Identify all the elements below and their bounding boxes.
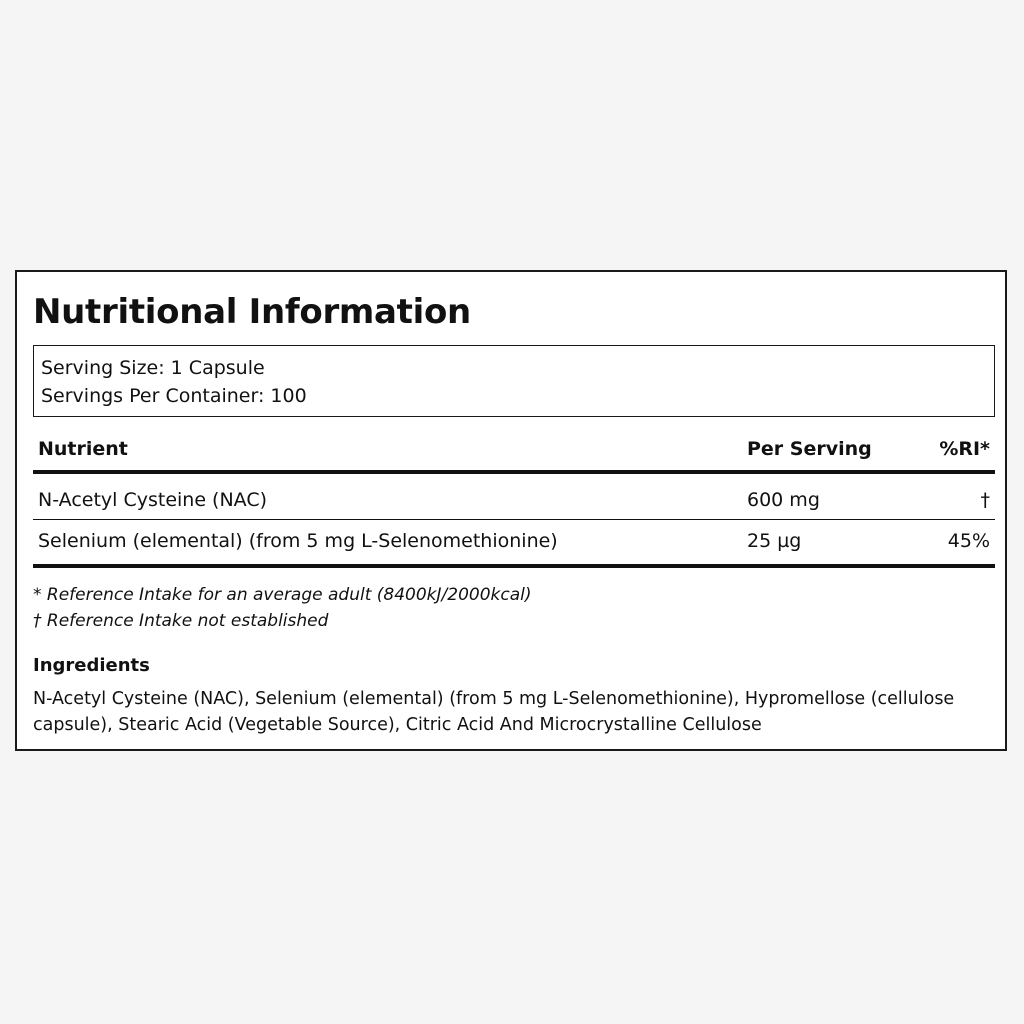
servings-per-container: Servings Per Container: 100: [41, 385, 307, 407]
table-row: [33, 520, 995, 568]
footnote-reference-intake: * Reference Intake for an average adult (8400kJ/2000kcal): [33, 585, 532, 605]
nutrient-name: Selenium (elemental) (from 5 mg L-Selenomethionine): [38, 530, 558, 552]
header-nutrient: Nutrient: [38, 438, 128, 460]
serving-size: Serving Size: 1 Capsule: [41, 357, 265, 379]
table-row: [33, 474, 995, 520]
nutrient-table: [33, 432, 995, 568]
nutrient-amount: 25 µg: [747, 530, 802, 552]
table-header-row: [33, 432, 995, 474]
nutrient-ri: 45%: [947, 530, 990, 552]
footnotes: [33, 582, 532, 634]
nutrient-name: N-Acetyl Cysteine (NAC): [38, 489, 268, 511]
nutrient-amount: 600 mg: [747, 489, 820, 511]
ingredients-text: N-Acetyl Cysteine (NAC), Selenium (elemental) (from 5 mg L-Selenomethionine), Hypromellose (cellulose capsule), Stearic Acid (Vegetable Source), Citric Acid And Microcrystalline Cellulose: [33, 689, 955, 735]
nutrient-ri: †: [980, 489, 990, 511]
serving-info-box: [33, 345, 995, 417]
header-per-serving: Per Serving: [747, 438, 872, 460]
panel-title: Nutritional Information: [33, 292, 471, 332]
header-ri: %RI*: [939, 438, 990, 460]
nutrition-panel: [15, 270, 1007, 751]
footnote-not-established: † Reference Intake not established: [33, 611, 329, 631]
ingredients-heading: Ingredients: [33, 655, 150, 676]
